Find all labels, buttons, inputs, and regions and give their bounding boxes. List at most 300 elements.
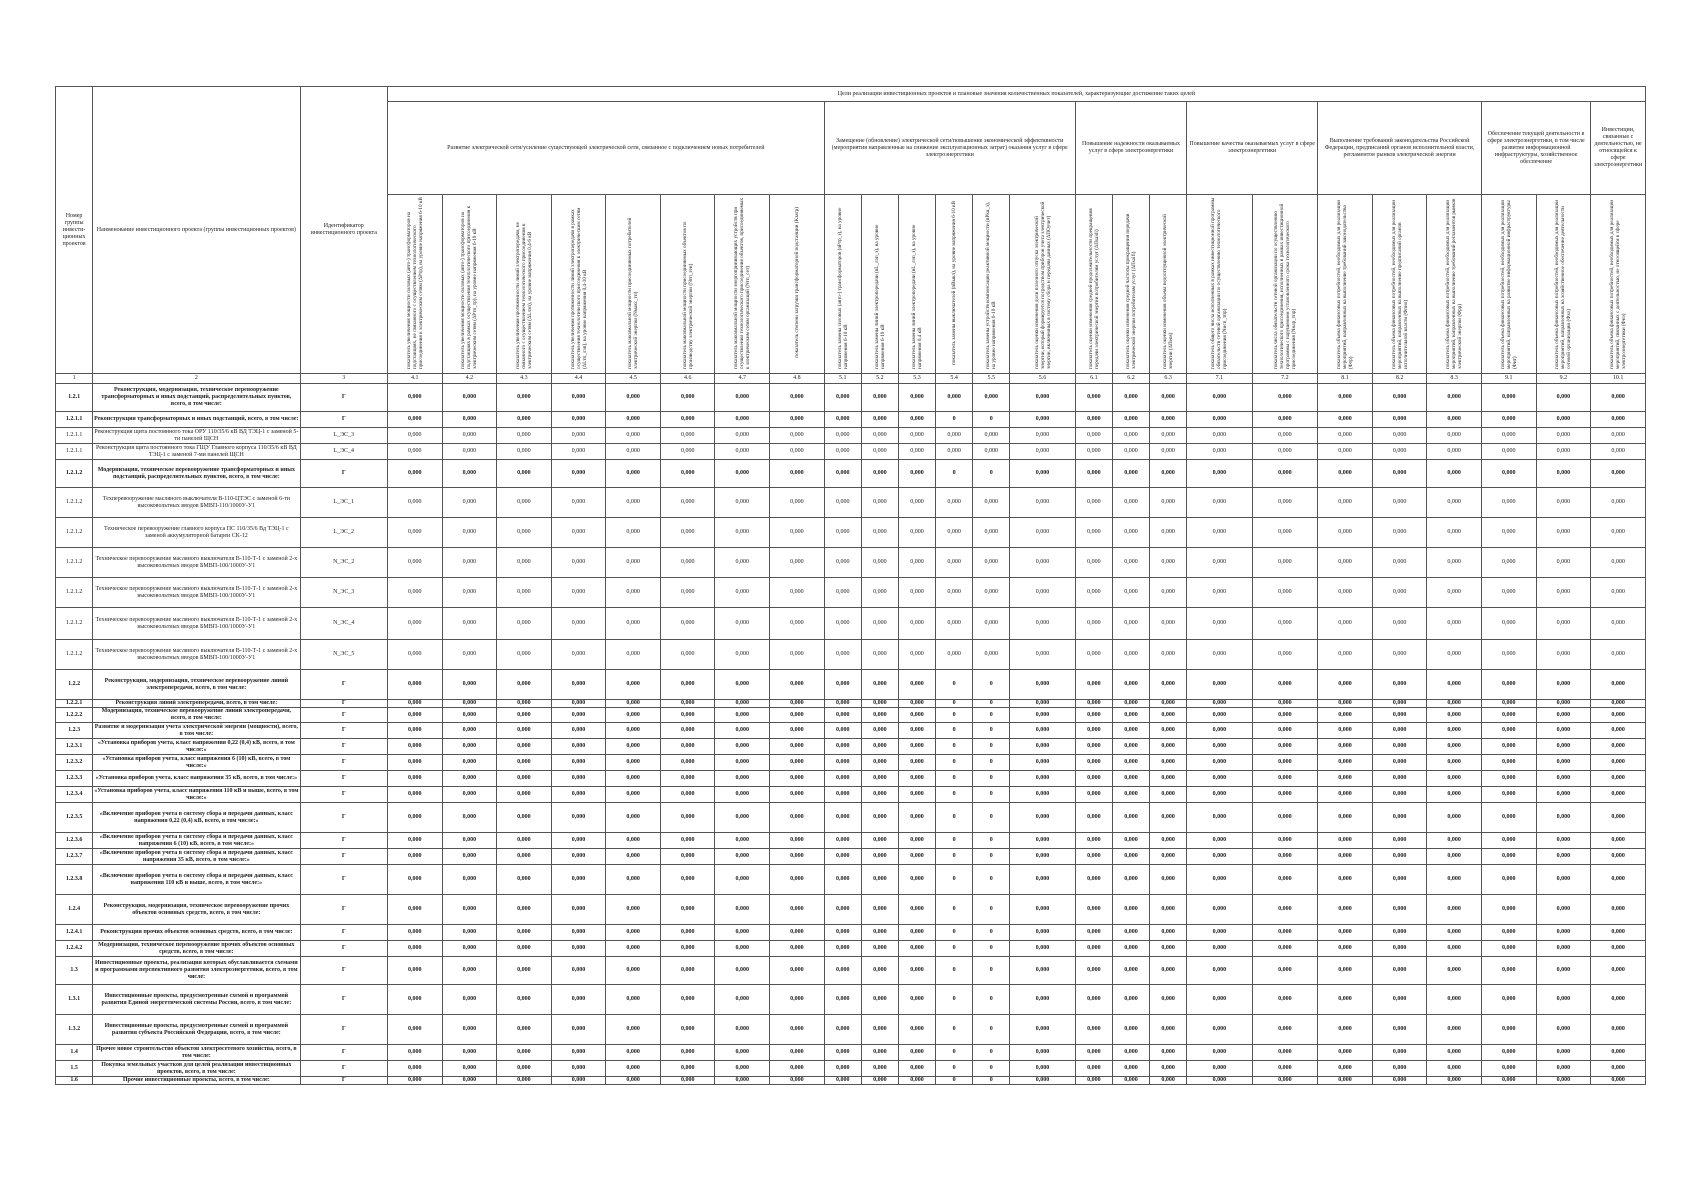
- indicator-value: 0,000: [606, 548, 661, 578]
- indicator-value: 0,000: [551, 941, 606, 957]
- indicator-value: 0,000: [1591, 1061, 1646, 1077]
- indicator-value: 0,000: [824, 1045, 861, 1061]
- row-number: 1.2.3: [56, 723, 93, 739]
- indicator-value: 0,000: [861, 412, 898, 428]
- indicator-value: 0,000: [497, 803, 552, 833]
- column-number: 2: [93, 374, 300, 384]
- indicator-value: 0,000: [606, 895, 661, 925]
- indicator-value: 0,000: [898, 384, 935, 412]
- row-project-name: Покупка земельных участков для целей реализации инвестиционных проектов, всего, в том числе:: [93, 1061, 300, 1077]
- indicator-value: 0,000: [898, 865, 935, 895]
- row-number: 1.2.4: [56, 895, 93, 925]
- indicator-value: 0,000: [824, 1077, 861, 1085]
- indicator-value: 0,000: [1150, 700, 1187, 708]
- table-row: [56, 803, 1646, 833]
- indicator-value: 0,000: [770, 957, 825, 985]
- indicator-value: 0,000: [1150, 833, 1187, 849]
- indicator-value: 0,000: [387, 957, 442, 985]
- indicator-value: 0,000: [1252, 1061, 1318, 1077]
- indicator-value: 0,000: [1372, 787, 1427, 803]
- indicator-value: 0,000: [861, 755, 898, 771]
- indicator-value: 0,000: [551, 1061, 606, 1077]
- indicator-value: 0,000: [1150, 548, 1187, 578]
- indicator-value: 0,000: [606, 833, 661, 849]
- indicator-header-text: показатель максимальной мощности энергопринимающих устройств при осуществлении технологического присоединения объектов, присоединяемых к электрическим сетям организаций (Nтп_сет): [733, 197, 752, 369]
- indicator-value: 0,000: [1318, 608, 1373, 640]
- indicator-value: 0,000: [1591, 985, 1646, 1015]
- indicator-value: 0,000: [861, 865, 898, 895]
- indicator-value: 0,000: [824, 708, 861, 723]
- indicator-value: 0: [936, 1045, 973, 1061]
- indicator-value: 0,000: [551, 548, 606, 578]
- row-identifier: Г: [300, 1077, 387, 1085]
- indicator-value: 0,000: [1427, 670, 1482, 700]
- indicator-value: 0,000: [1075, 444, 1112, 460]
- indicator-header-text: показатель замены линий электропередачи (nL_лэп_з), на уровне напряжения 0,4 кВ: [910, 224, 923, 369]
- indicator-value: 0,000: [1252, 548, 1318, 578]
- column-number: 10.1: [1591, 374, 1646, 384]
- indicator-value: 0,000: [606, 1077, 661, 1085]
- indicator-value: 0,000: [1112, 412, 1149, 428]
- row-project-name: Реконструкция, модернизация, техническое перевооружение трансформаторных и иных подстанций, распределительных пунктов, всего, в том числе:: [93, 384, 300, 412]
- indicator-value: 0,000: [1536, 895, 1591, 925]
- row-identifier: L_ЭС_2: [300, 518, 387, 548]
- indicator-value: 0: [936, 460, 973, 488]
- indicator-value: 0,000: [861, 670, 898, 700]
- indicator-value: 0,000: [606, 1015, 661, 1045]
- indicator-header-text: показатель объема финансовых потребностей, необходимых для реализации мероприятий, направленных на выполнение требований регламентов рынков электрической энергии (Фрр): [1445, 197, 1464, 369]
- indicator-value: 0,000: [1150, 787, 1187, 803]
- indicator-value: 0,000: [1010, 428, 1076, 444]
- row-project-name: «Установка приборов учета, класс напряжения 0,22 (0,4) кВ, всего, в том числе:»: [93, 739, 300, 755]
- indicator-value: 0,000: [715, 608, 770, 640]
- indicator-value: 0,000: [497, 460, 552, 488]
- indicator-value: 0,000: [1150, 708, 1187, 723]
- indicator-value: 0,000: [1318, 548, 1373, 578]
- indicator-value: 0,000: [1075, 787, 1112, 803]
- indicator-value: 0,000: [824, 985, 861, 1015]
- indicator-value: 0,000: [497, 941, 552, 957]
- indicator-value: 0,000: [442, 803, 497, 833]
- indicator-value: 0,000: [1536, 444, 1591, 460]
- row-project-name: Реконструкция щита постоянного тока ГЩУ Главного корпуса 110/35/6 кВ ВД ТЭЦ-1 с заменой 7-ми панелей ЩСН: [93, 444, 300, 460]
- indicator-value: 0,000: [1318, 670, 1373, 700]
- indicator-value: 0,000: [1427, 865, 1482, 895]
- indicator-header-text: показатель степени загрузки трансформаторной подстанции (Kзагр): [793, 207, 800, 358]
- indicator-value: 0,000: [1372, 1061, 1427, 1077]
- indicator-value: 0: [936, 739, 973, 755]
- indicator-value: 0,000: [551, 865, 606, 895]
- indicator-value: 0,000: [606, 723, 661, 739]
- indicator-value: 0,000: [1252, 957, 1318, 985]
- indicator-value: 0,000: [1150, 941, 1187, 957]
- indicator-value: 0,000: [973, 608, 1010, 640]
- indicator-value: 0,000: [861, 895, 898, 925]
- indicator-value: 0,000: [1187, 708, 1253, 723]
- indicator-value: 0,000: [551, 428, 606, 444]
- indicator-value: 0,000: [715, 384, 770, 412]
- indicator-value: 0,000: [1187, 1061, 1253, 1077]
- number-column-header: Номер группы инвести-ционных проектов: [56, 87, 93, 374]
- indicator-value: 0,000: [1150, 723, 1187, 739]
- indicator-value: 0,000: [1187, 985, 1253, 1015]
- column-number: 4.8: [770, 374, 825, 384]
- row-identifier: L_ЭС_4: [300, 444, 387, 460]
- indicator-value: 0,000: [387, 700, 442, 708]
- indicator-value: 0,000: [898, 849, 935, 865]
- indicator-value: 0,000: [1481, 787, 1536, 803]
- indicator-value: 0,000: [1010, 941, 1076, 957]
- indicator-value: 0,000: [1536, 412, 1591, 428]
- row-number: 1.3.2: [56, 1015, 93, 1045]
- indicator-value: 0,000: [1010, 578, 1076, 608]
- indicator-value: 0,000: [1075, 608, 1112, 640]
- column-number: 8.2: [1372, 374, 1427, 384]
- indicator-value: 0,000: [660, 865, 715, 895]
- indicator-value: 0,000: [1150, 578, 1187, 608]
- column-number: 8.1: [1318, 374, 1373, 384]
- indicator-value: 0,000: [1010, 700, 1076, 708]
- indicator-value: 0,000: [660, 578, 715, 608]
- indicator-value: 0,000: [1591, 1015, 1646, 1045]
- indicator-value: 0,000: [898, 608, 935, 640]
- indicator-value: 0,000: [660, 755, 715, 771]
- indicator-value: 0,000: [1427, 849, 1482, 865]
- indicator-value: 0,000: [824, 548, 861, 578]
- indicator-value: 0,000: [1150, 1061, 1187, 1077]
- indicator-value: 0: [936, 771, 973, 787]
- indicator-value: 0,000: [1075, 895, 1112, 925]
- indicator-value: 0,000: [715, 1061, 770, 1077]
- indicator-value: 0,000: [1010, 1015, 1076, 1045]
- indicator-value: 0,000: [606, 708, 661, 723]
- indicator-value: 0,000: [1318, 640, 1373, 670]
- row-project-name: Инвестиционные проекты, реализация которых обуславливается схемами и программами перспективного развития электроэнергетики, всего, в том числе:: [93, 957, 300, 985]
- row-project-name: «Установка приборов учета, класс напряжения 110 кВ и выше, всего, в том числе:»: [94, 787, 299, 801]
- indicator-value: 0,000: [1372, 849, 1427, 865]
- indicator-value: 0,000: [387, 428, 442, 444]
- indicator-value: 0,000: [1150, 428, 1187, 444]
- indicator-value: 0,000: [1112, 957, 1149, 985]
- indicator-value: 0,000: [1187, 460, 1253, 488]
- indicator-value: 0,000: [824, 771, 861, 787]
- indicator-value: 0,000: [1536, 548, 1591, 578]
- indicator-value: 0,000: [1010, 865, 1076, 895]
- indicator-value: 0,000: [861, 1015, 898, 1045]
- indicator-value: 0: [936, 412, 973, 428]
- indicator-header: [660, 195, 715, 374]
- indicator-value: 0,000: [1318, 518, 1373, 548]
- indicator-value: 0,000: [606, 803, 661, 833]
- indicator-value: 0,000: [497, 670, 552, 700]
- indicator-value: 0,000: [1112, 803, 1149, 833]
- indicator-value: 0,000: [824, 833, 861, 849]
- indicator-value: 0,000: [1591, 787, 1646, 803]
- indicator-value: 0,000: [1427, 548, 1482, 578]
- indicator-value: 0,000: [1187, 578, 1253, 608]
- indicator-value: 0,000: [1010, 670, 1076, 700]
- indicator-value: 0,000: [1318, 708, 1373, 723]
- indicator-value: 0,000: [898, 957, 935, 985]
- indicator-value: 0,000: [1481, 708, 1536, 723]
- indicator-value: 0,000: [861, 833, 898, 849]
- column-number: 6.2: [1112, 374, 1149, 384]
- indicator-value: 0,000: [497, 865, 552, 895]
- indicator-value: 0,000: [861, 1077, 898, 1085]
- table-row: [56, 384, 1646, 412]
- row-identifier: Г: [300, 1061, 387, 1077]
- indicator-value: 0,000: [1112, 548, 1149, 578]
- indicator-value: 0: [973, 708, 1010, 723]
- indicator-value: 0,000: [1481, 460, 1536, 488]
- row-number: 1.4: [56, 1045, 93, 1061]
- indicator-value: 0,000: [660, 518, 715, 548]
- row-number: 1.2.3.5: [56, 803, 93, 833]
- indicator-value: 0,000: [1010, 787, 1076, 803]
- indicator-value: 0,000: [715, 985, 770, 1015]
- indicator-value: 0,000: [660, 428, 715, 444]
- indicator-value: 0,000: [715, 941, 770, 957]
- indicator-value: 0,000: [1010, 833, 1076, 849]
- indicator-value: 0,000: [606, 865, 661, 895]
- indicator-value: 0,000: [1372, 384, 1427, 412]
- indicator-value: 0,000: [1318, 849, 1373, 865]
- indicator-value: 0,000: [1372, 957, 1427, 985]
- row-identifier: Г: [300, 895, 387, 925]
- row-number: 1.2.3.6: [56, 833, 93, 849]
- indicator-value: 0,000: [1112, 640, 1149, 670]
- indicator-value: 0,000: [1010, 957, 1076, 985]
- indicator-value: 0,000: [715, 708, 770, 723]
- indicator-value: 0,000: [551, 518, 606, 548]
- indicator-value: 0,000: [1010, 739, 1076, 755]
- indicator-value: 0,000: [898, 1061, 935, 1077]
- indicator-value: 0,000: [1427, 803, 1482, 833]
- indicator-value: 0,000: [442, 739, 497, 755]
- indicator-value: 0,000: [770, 941, 825, 957]
- indicator-value: 0,000: [936, 444, 973, 460]
- indicator-value: 0,000: [660, 444, 715, 460]
- indicator-value: 0,000: [1536, 985, 1591, 1015]
- indicator-value: 0,000: [387, 1045, 442, 1061]
- indicator-value: 0,000: [1010, 444, 1076, 460]
- indicator-value: 0,000: [1481, 895, 1536, 925]
- indicator-value: 0,000: [551, 488, 606, 518]
- indicator-value: 0,000: [770, 1077, 825, 1085]
- row-project-name: Модернизация, техническое перевооружение трансформаторных и иных подстанций, распределительных пунктов, всего, в том числе:: [93, 460, 300, 488]
- indicator-value: 0: [973, 723, 1010, 739]
- indicator-value: 0,000: [442, 578, 497, 608]
- row-identifier: Г: [300, 708, 387, 723]
- indicator-value: 0,000: [1010, 895, 1076, 925]
- indicator-header: [551, 195, 606, 374]
- indicator-value: 0,000: [1536, 771, 1591, 787]
- indicator-value: 0,000: [606, 428, 661, 444]
- indicator-value: 0,000: [660, 460, 715, 488]
- indicator-value: 0,000: [715, 803, 770, 833]
- indicator-value: 0,000: [1075, 957, 1112, 985]
- indicator-value: 0,000: [715, 723, 770, 739]
- indicator-value: 0,000: [824, 578, 861, 608]
- column-number: 5.6: [1010, 374, 1076, 384]
- indicator-value: 0,000: [660, 384, 715, 412]
- indicator-value: 0,000: [387, 803, 442, 833]
- indicator-value: 0,000: [1427, 771, 1482, 787]
- indicator-value: 0,000: [1075, 1077, 1112, 1085]
- indicator-value: 0,000: [1075, 640, 1112, 670]
- indicator-value: 0,000: [387, 1077, 442, 1085]
- indicator-value: 0,000: [1252, 739, 1318, 755]
- indicator-value: 0,000: [715, 1045, 770, 1061]
- indicator-value: 0,000: [660, 771, 715, 787]
- indicator-value: 0,000: [442, 865, 497, 895]
- indicator-value: 0,000: [770, 708, 825, 723]
- indicator-value: 0,000: [824, 957, 861, 985]
- indicator-value: 0,000: [1372, 803, 1427, 833]
- indicator-value: 0,000: [1187, 444, 1253, 460]
- indicator-value: 0,000: [1427, 412, 1482, 428]
- indicator-header: [973, 195, 1010, 374]
- indicator-value: 0,000: [1536, 1077, 1591, 1085]
- indicator-value: 0,000: [1372, 985, 1427, 1015]
- indicator-value: 0,000: [387, 460, 442, 488]
- indicator-value: 0,000: [1150, 865, 1187, 895]
- indicator-value: 0,000: [497, 925, 552, 941]
- indicator-value: 0,000: [551, 833, 606, 849]
- table-row: [56, 771, 1646, 787]
- indicator-value: 0,000: [1591, 428, 1646, 444]
- indicator-value: 0,000: [1252, 608, 1318, 640]
- indicator-value: 0,000: [770, 895, 825, 925]
- indicator-value: 0,000: [824, 941, 861, 957]
- indicator-value: 0,000: [936, 548, 973, 578]
- indicator-value: 0,000: [1591, 849, 1646, 865]
- indicator-value: 0,000: [1427, 941, 1482, 957]
- indicator-value: 0: [973, 771, 1010, 787]
- indicator-value: 0,000: [1481, 1045, 1536, 1061]
- row-number: 1.2.2.1: [56, 700, 93, 708]
- indicator-value: 0,000: [1112, 1045, 1149, 1061]
- indicator-value: 0: [936, 833, 973, 849]
- indicator-value: 0,000: [1591, 384, 1646, 412]
- indicator-value: 0,000: [1481, 700, 1536, 708]
- indicator-value: 0,000: [770, 578, 825, 608]
- table-row: [56, 444, 1646, 460]
- column-number: 4.2: [442, 374, 497, 384]
- indicator-value: 0,000: [551, 670, 606, 700]
- indicator-value: 0,000: [1010, 755, 1076, 771]
- row-number: 1.2.3.3: [56, 771, 93, 787]
- row-identifier: Г: [300, 787, 387, 803]
- table-row: [56, 833, 1646, 849]
- table-row: [56, 787, 1646, 803]
- indicator-value: 0,000: [497, 1061, 552, 1077]
- indicator-value: 0,000: [660, 985, 715, 1015]
- indicator-value: 0,000: [442, 428, 497, 444]
- indicator-value: 0: [973, 833, 1010, 849]
- indicator-value: 0,000: [660, 670, 715, 700]
- indicator-value: 0: [936, 755, 973, 771]
- indicator-value: 0,000: [1318, 803, 1373, 833]
- indicator-value: 0: [973, 1045, 1010, 1061]
- indicator-value: 0,000: [1252, 1045, 1318, 1061]
- indicator-header-text: показатель объема финансовых потребностей, необходимых для реализации мероприятий, направленных на развитие информационной инфраструктуры (Фит): [1499, 199, 1518, 369]
- indicator-value: 0,000: [1252, 803, 1318, 833]
- indicator-value: 0,000: [1150, 444, 1187, 460]
- indicator-value: 0,000: [715, 755, 770, 771]
- indicator-value: 0,000: [861, 803, 898, 833]
- indicator-value: 0,000: [770, 925, 825, 941]
- indicator-value: 0,000: [387, 518, 442, 548]
- indicator-value: 0,000: [1187, 723, 1253, 739]
- indicator-value: 0,000: [1536, 849, 1591, 865]
- indicator-value: 0,000: [898, 925, 935, 941]
- indicator-value: 0,000: [442, 941, 497, 957]
- indicator-value: 0: [936, 1015, 973, 1045]
- indicator-value: 0,000: [660, 925, 715, 941]
- indicator-value: 0,000: [1536, 460, 1591, 488]
- indicator-header: [861, 195, 898, 374]
- indicator-value: 0,000: [1427, 1045, 1482, 1061]
- indicator-value: 0,000: [497, 985, 552, 1015]
- indicator-value: 0,000: [1372, 755, 1427, 771]
- indicator-value: 0: [973, 957, 1010, 985]
- indicator-value: 0,000: [1591, 865, 1646, 895]
- indicator-value: 0,000: [1075, 865, 1112, 895]
- indicator-value: 0,000: [1318, 444, 1373, 460]
- indicator-value: 0,000: [1318, 700, 1373, 708]
- indicator-value: 0,000: [1075, 833, 1112, 849]
- indicator-value: 0,000: [1372, 941, 1427, 957]
- indicator-header-text: показатель объема финансовых потребностей, необходимых для реализации мероприятий, связанных с деятельностью, не относящейся к сфере электроэнергетики (Фнэ): [1609, 199, 1628, 369]
- indicator-value: 0,000: [824, 670, 861, 700]
- indicator-value: 0,000: [824, 460, 861, 488]
- indicator-value: 0,000: [715, 640, 770, 670]
- indicator-value: 0,000: [1075, 1061, 1112, 1077]
- indicator-value: 0,000: [861, 1061, 898, 1077]
- indicator-value: 0,000: [1187, 941, 1253, 957]
- indicator-value: 0,000: [387, 608, 442, 640]
- indicator-value: 0,000: [1187, 488, 1253, 518]
- row-number: 1.2.3.1: [56, 739, 93, 755]
- indicator-value: 0,000: [551, 640, 606, 670]
- indicator-value: 0,000: [861, 708, 898, 723]
- indicator-value: 0,000: [387, 444, 442, 460]
- indicator-value: 0,000: [387, 384, 442, 412]
- table-row: [56, 460, 1646, 488]
- indicator-value: 0,000: [1372, 428, 1427, 444]
- indicator-value: 0,000: [824, 428, 861, 444]
- indicator-value: 0,000: [387, 985, 442, 1015]
- indicator-value: 0,000: [442, 488, 497, 518]
- indicator-value: 0: [973, 941, 1010, 957]
- indicator-value: 0,000: [1075, 700, 1112, 708]
- indicator-value: 0,000: [551, 739, 606, 755]
- indicator-value: 0,000: [1318, 985, 1373, 1015]
- row-project-name: Прочее новое строительство объектов электросетевого хозяйства, всего, в том числе:: [93, 1045, 300, 1061]
- indicator-value: 0,000: [1481, 428, 1536, 444]
- indicator-value: 0,000: [1536, 833, 1591, 849]
- indicator-value: 0,000: [660, 608, 715, 640]
- indicator-value: 0,000: [715, 460, 770, 488]
- indicator-value: 0,000: [1481, 670, 1536, 700]
- indicator-value: 0,000: [715, 833, 770, 849]
- indicator-value: 0,000: [551, 384, 606, 412]
- table-row: [56, 412, 1646, 428]
- indicator-value: 0,000: [1010, 723, 1076, 739]
- indicator-value: 0,000: [1591, 755, 1646, 771]
- table-row: [56, 985, 1646, 1015]
